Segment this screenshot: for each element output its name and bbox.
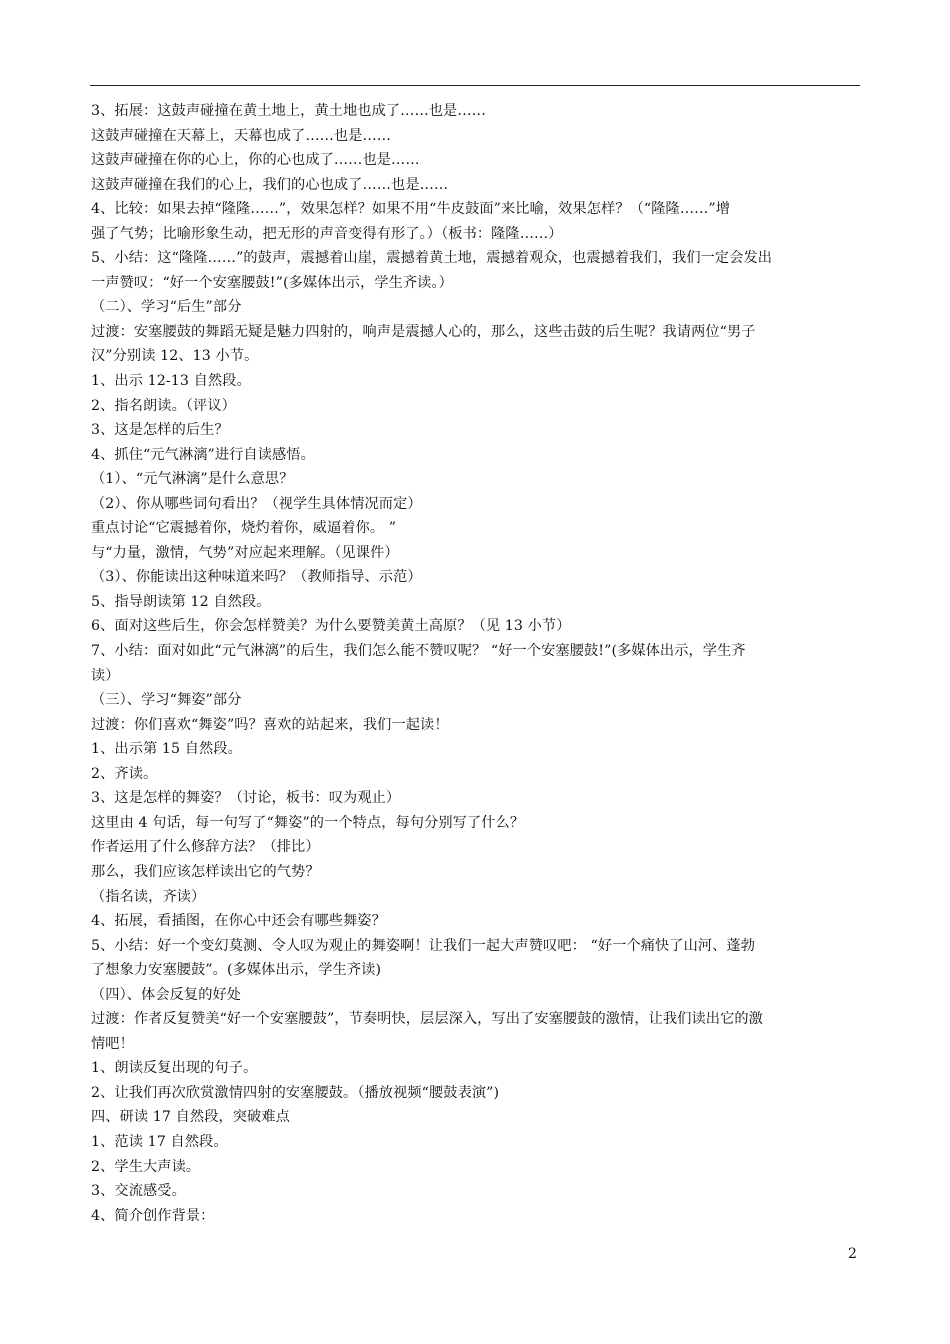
text-line: （三）、学习“舞姿”部分 [91,692,242,709]
page-number: 2 [848,1246,857,1262]
text-line: 这鼓声碰撞在你的心上，你的心也成了……也是…… [91,152,420,169]
text-line: 强了气势；比喻形象生动，把无形的声音变得有形了。）（板书：隆隆……） [91,225,563,242]
text-line: （1）、“元气淋漓”是什么意思？ [91,471,294,488]
text-line: （3）、你能读出这种味道来吗？（教师指导、示范） [91,569,422,586]
text-line: 5、小结：这“隆隆……”的鼓声，震撼着山崖，震撼着黄土地，震撼着观众，也震撼着我们，我们一定会发出 [91,250,773,267]
text-line: 1、朗读反复出现的句子。 [91,1060,258,1077]
text-line: 2、指名朗读。（评议） [91,397,236,414]
text-line: 4、拓展，看插图，在你心中还会有哪些舞姿？ [91,913,386,930]
text-line: 重点讨论“它震撼着你，烧灼着你，威逼着你。 ” [91,520,397,537]
text-line: 读） [91,667,120,684]
text-line: 作者运用了什么修辞方法？（排比） [91,839,320,856]
text-line: （指名读，齐读） [91,888,206,905]
text-line: 一声赞叹：“好一个安塞腰鼓!”(多媒体出示，学生齐读。） [91,274,453,291]
text-line: （二）、学习“后生”部分 [91,299,242,316]
text-line: 这鼓声碰撞在天幕上，天幕也成了……也是…… [91,127,392,144]
text-line: 5、指导朗读第 12 自然段。 [91,593,271,610]
text-line: 这鼓声碰撞在我们的心上，我们的心也成了……也是…… [91,176,449,193]
text-line: 那么，我们应该怎样读出它的气势？ [91,863,320,880]
text-line: 3、这是怎样的后生？ [91,422,229,439]
text-line: （2）、你从哪些词句看出？（视学生具体情况而定） [91,495,422,512]
text-line: 这里由 4 句话，每一句写了“舞姿”的一个特点，每句分别写了什么？ [91,814,525,831]
text-line: 6、面对这些后生，你会怎样赞美？为什么要赞美黄土高原？（见 13 小节） [91,618,571,635]
text-line: 3、交流感受。 [91,1183,186,1200]
text-line: 汉”分别读 12、13 小节。 [91,348,259,365]
text-line: 7、小结：面对如此“元气淋漓”的后生，我们怎么能不赞叹呢？ “好一个安塞腰鼓!”(多媒体出示，学生齐 [91,643,746,660]
text-line: 4、简介创作背景： [91,1207,215,1224]
text-line: 2、学生大声读。 [91,1158,201,1175]
text-line: 1、出示 12-13 自然段。 [91,373,251,390]
text-line: 3、这是怎样的舞姿？（讨论，板书：叹为观止） [91,790,401,807]
text-line: 过渡：你们喜欢“舞姿”吗？喜欢的站起来，我们一起读！ [91,716,449,733]
text-line: 1、出示第 15 自然段。 [91,741,242,758]
text-line: 3、拓展：这鼓声碰撞在黄土地上，黄土地也成了……也是…… [91,103,486,119]
text-line: 四、研读 17 自然段，突破难点 [91,1109,290,1126]
text-line: 5、小结：好一个变幻莫测、令人叹为观止的舞姿啊！让我们一起大声赞叹吧： “好一个痛快了山河、蓬勃 [91,937,756,954]
text-line: 过渡：安塞腰鼓的舞蹈无疑是魅力四射的，响声是震撼人心的，那么，这些击鼓的后生呢？我请两位“男子 [91,323,756,340]
text-line: 过渡：作者反复赞美“好一个安塞腰鼓”，节奏明快，层层深入，写出了安塞腰鼓的激情，让我们读出它的激 [91,1011,763,1028]
text-line: 4、抓住“元气淋漓”进行自读感悟。 [91,446,315,463]
header-rule [90,85,860,86]
text-line: 与“力量，激情，气势”对应起来理解。（见课件） [91,544,399,561]
body-text [91,99,860,1228]
text-line: 1、范读 17 自然段。 [91,1133,228,1150]
text-line: 2、齐读。 [91,765,158,782]
text-line: （四）、体会反复的好处 [91,986,242,1003]
text-line: 情吧！ [91,1035,134,1052]
text-line: 2、让我们再次欣赏激情四射的安塞腰鼓。（播放视频“腰鼓表演”) [91,1084,500,1101]
text-line: 了想象力安塞腰鼓”。(多媒体出示，学生齐读) [91,962,382,979]
text-line: 4、比较：如果去掉“隆隆……”，效果怎样？如果不用“牛皮鼓面”来比喻，效果怎样？（“隆隆……”增 [91,201,731,218]
